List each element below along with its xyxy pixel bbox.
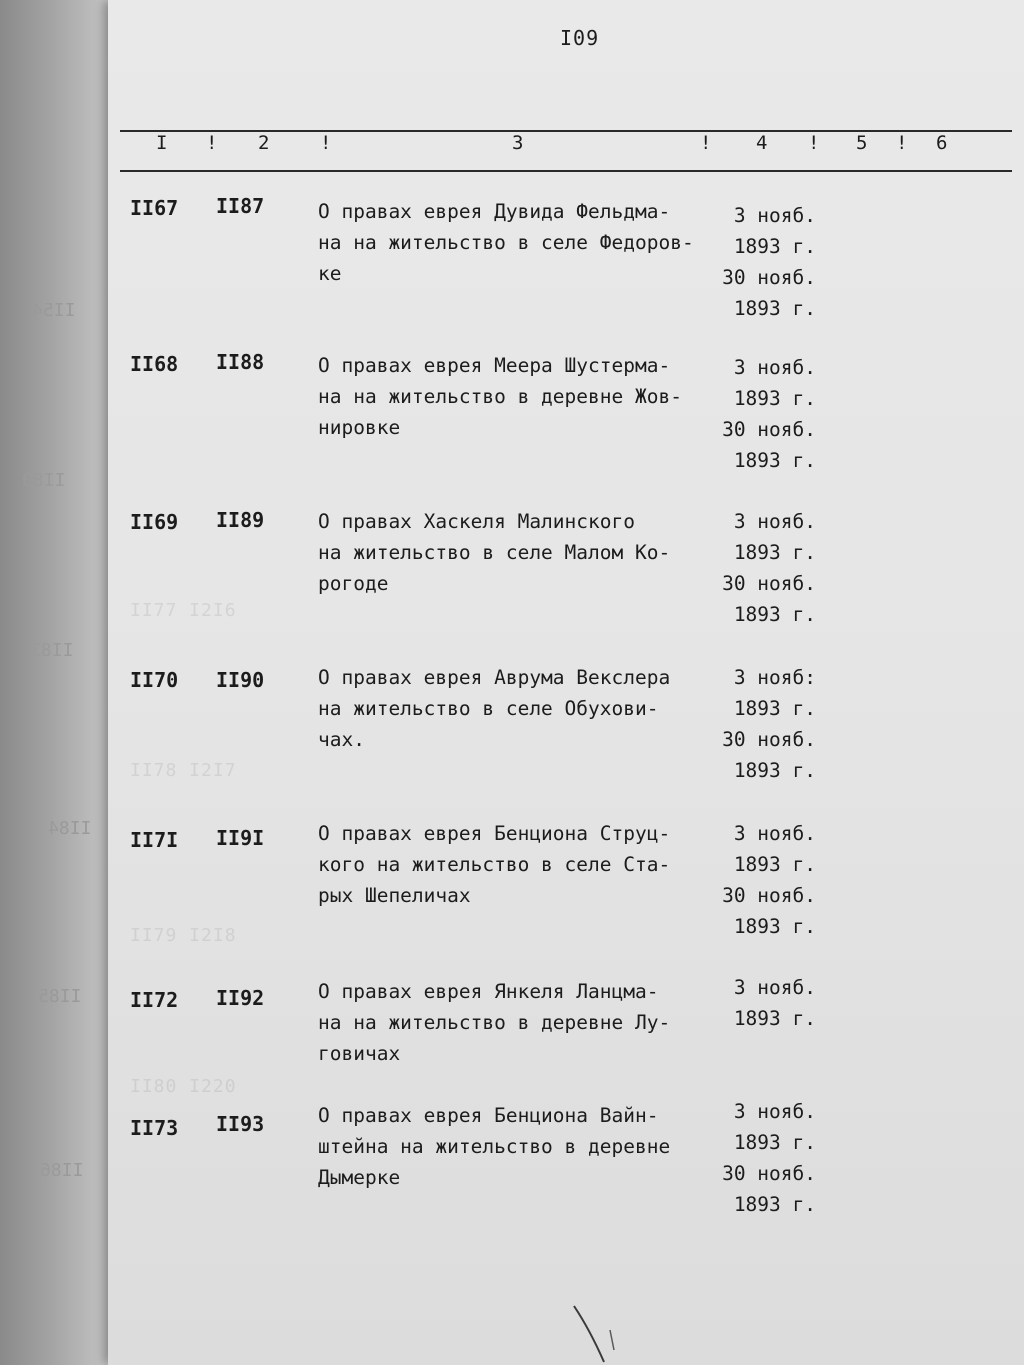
bleed-through-number: II84 [48,818,92,839]
entry-title-line: О правах еврея Янкеля Ланцма- [318,980,659,1003]
entry-title-line: рых Шепеличах [318,884,471,907]
entry-date: 1893 г. [733,297,816,320]
entry-date: 30 нояб. [722,1162,816,1185]
entry-number: II68 [130,352,179,376]
header-col-6: 6 [936,132,948,154]
entry-dates [706,972,816,1034]
entry-title [318,350,718,443]
entry-old-number: II9I [216,826,265,850]
entry-date: 30 нояб. [722,884,816,907]
entry-date: 30 нояб. [722,418,816,441]
entry-title-line: О правах еврея Бенциона Вайн- [318,1104,659,1127]
entry-date: 1893 г. [733,1131,816,1154]
entry-date: 1893 г. [733,1007,816,1030]
entry-dates [706,1096,816,1220]
entry-date: 3 нояб. [733,1100,816,1123]
entry-title [318,196,718,289]
entry-number: II67 [130,196,179,220]
entry-date: 30 нояб. [722,572,816,595]
entry-old-number: II88 [216,350,265,374]
entry-title-line: Дымерке [318,1166,401,1189]
entry-title [318,818,718,911]
header-col-1: I [156,132,168,154]
entry-date: 1893 г. [733,915,816,938]
entry-date: 30 нояб. [722,728,816,751]
entry-old-number: II90 [216,668,265,692]
entry-date: 1893 г. [733,1193,816,1216]
entry-title-line: на на жительство в деревне Жов- [318,385,682,408]
entry-title-line: кого на жительство в селе Ста- [318,853,671,876]
bleed-through-text: II78 I2I7 [130,760,237,781]
entry-dates [706,818,816,942]
entry-old-number: II87 [216,194,265,218]
entry-number: II69 [130,510,179,534]
entry-dates [706,200,816,324]
entry-old-number: II93 [216,1112,265,1136]
entry-title-line: на на жительство в деревне Лу- [318,1011,671,1034]
bleed-through-number: II54 [32,300,76,321]
header-col-3: 3 [512,132,524,154]
bleed-through-number: II85 [38,986,82,1007]
header-separator: ! [206,132,218,154]
entry-date: 1893 г. [733,541,816,564]
entry-date: 30 нояб. [722,266,816,289]
entry-date: 1893 г. [733,603,816,626]
header-separator: ! [700,132,712,154]
entry-date: 3 нояб. [733,204,816,227]
entry-date: 3 нояб. [733,356,816,379]
entry-number: II70 [130,668,179,692]
entry-number: II7I [130,828,179,852]
page-number: I09 [560,26,600,50]
entry-old-number: II92 [216,986,265,1010]
entry-title-line: ке [318,262,342,285]
entry-title-line: О правах еврея Меера Шустерма- [318,354,671,377]
entry-dates [706,506,816,630]
entry-title-line: говичах [318,1042,401,1065]
entry-old-number: II89 [216,508,265,532]
bleed-through-text: II80 I220 [130,1076,237,1097]
entry-date: 3 нояб. [733,510,816,533]
entry-dates [706,352,816,476]
entry-title-line: чах. [318,728,365,751]
entry-title [318,506,718,599]
bleed-through-number: II83 [30,640,74,661]
entry-title-line: нировке [318,416,401,439]
bleed-through-number: II86 [40,1160,84,1181]
bleed-through-text: II77 I2I6 [130,600,237,621]
entry-date: 1893 г. [733,697,816,720]
bleed-through-text: II79 I2I8 [130,925,237,946]
entry-date: 1893 г. [733,449,816,472]
entry-date: 1893 г. [733,235,816,258]
entry-title-line: на на жительство в селе Федоров- [318,231,694,254]
entry-date: 1893 г. [733,853,816,876]
header-col-5: 5 [856,132,868,154]
entry-title-line: на жительство в селе Обухови- [318,697,659,720]
entry-dates [706,662,816,786]
entry-title [318,1100,718,1193]
entry-date: 3 нояб. [733,976,816,999]
pen-mark [570,1300,630,1365]
entry-title-line: О правах еврея Дувида Фельдма- [318,200,671,223]
entry-title-line: штейна на жительство в деревне [318,1135,671,1158]
entry-date: 3 нояб. [733,822,816,845]
table-header-top-rule [120,130,1012,132]
entry-date: 1893 г. [733,759,816,782]
entry-title [318,662,718,755]
entry-title-line: О правах Хаскеля Малинского [318,510,635,533]
entry-number: II72 [130,988,179,1012]
entry-title-line: рогоде [318,572,389,595]
entry-number: II73 [130,1116,179,1140]
entry-title-line: О правах еврея Бенциона Струц- [318,822,671,845]
bleed-through-number: II80 [22,470,66,491]
entry-title-line: на жительство в селе Малом Ко- [318,541,671,564]
table-header-bottom-rule [120,170,1012,172]
header-col-4: 4 [756,132,768,154]
entry-title-line: О правах еврея Аврума Векслера [318,666,671,689]
entry-date: 1893 г. [733,387,816,410]
entry-title [318,976,718,1069]
entry-date: 3 нояб: [733,666,816,689]
header-separator: ! [808,132,820,154]
header-col-2: 2 [258,132,270,154]
header-separator: ! [896,132,908,154]
header-separator: ! [320,132,332,154]
